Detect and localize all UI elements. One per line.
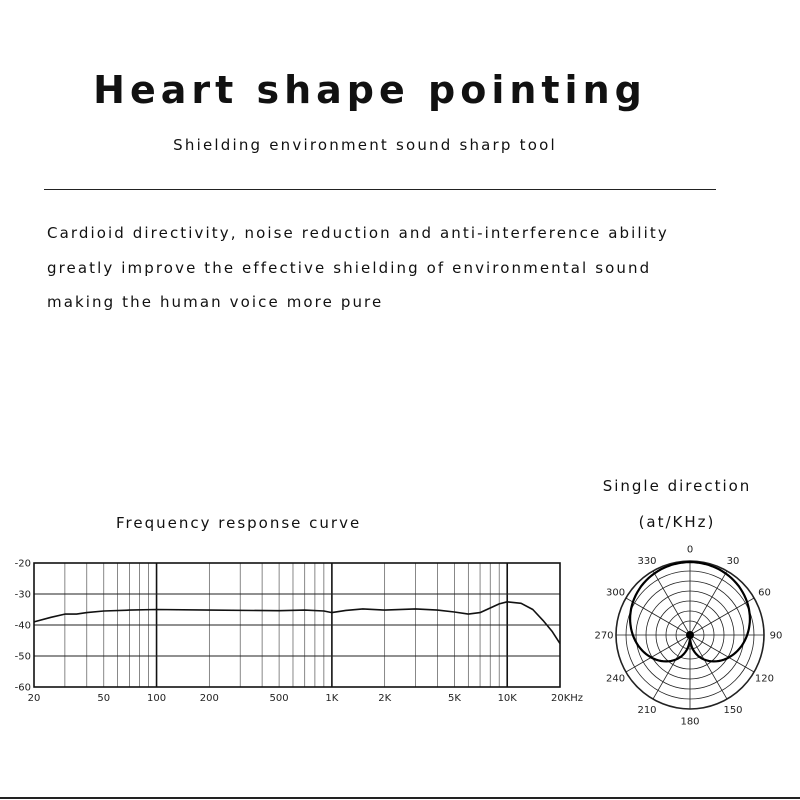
x-tick-label: 50 [97,693,111,704]
polar-angle-label: 120 [754,673,775,685]
y-tick-label: -30 [14,589,31,601]
frequency-chart-title: Frequency response curve [116,514,362,532]
y-tick-label: -20 [14,558,31,570]
polar-angle-label: 240 [605,673,626,685]
x-tick-label: 2K [378,693,392,704]
polar-chart-title: Single direction [602,477,752,495]
y-tick-label: -50 [14,651,31,663]
x-tick-label: 200 [199,693,219,704]
polar-spoke [653,635,690,699]
x-tick-label: 1K [325,693,339,704]
x-tick-label: 100 [147,693,167,704]
polar-angle-label: 90 [769,630,783,642]
polar-angle-label: 0 [686,544,694,556]
polar-angle-label: 330 [637,556,657,568]
polar-spoke [626,598,690,635]
y-tick-label: -60 [14,682,31,694]
description-line: Cardioid directivity, noise reduction and anti-interference ability [47,224,669,242]
polar-angle-label: 60 [758,587,771,599]
polar-center [686,631,694,639]
polar-spoke [690,598,754,635]
polar-angle-label: 30 [726,556,740,568]
polar-spoke [653,571,690,635]
polar-angle-label: 300 [605,587,626,599]
x-tick-label: 20KHz [551,693,584,704]
frequency-response-line [34,602,560,644]
polar-chart-subtitle: (at/KHz) [638,513,716,531]
page-title: Heart shape pointing [93,68,647,112]
polar-angle-label: 150 [723,704,743,716]
polar-angle-label: 270 [594,630,614,642]
x-tick-label: 20 [27,693,41,704]
description-line: making the human voice more pure [47,293,384,311]
bottom-border [0,797,800,799]
polar-spoke [690,635,727,699]
polar-spoke [690,571,727,635]
x-tick-label: 500 [269,693,289,704]
description-line: greatly improve the effective shielding of environmental sound [47,258,652,277]
polar-angle-label: 210 [637,704,657,716]
y-tick-label: -40 [14,620,31,632]
x-tick-label: 10K [497,693,517,704]
polar-angle-label: 180 [680,716,700,728]
x-tick-label: 5K [447,693,461,704]
page-subtitle: Shielding environment sound sharp tool [173,136,557,154]
